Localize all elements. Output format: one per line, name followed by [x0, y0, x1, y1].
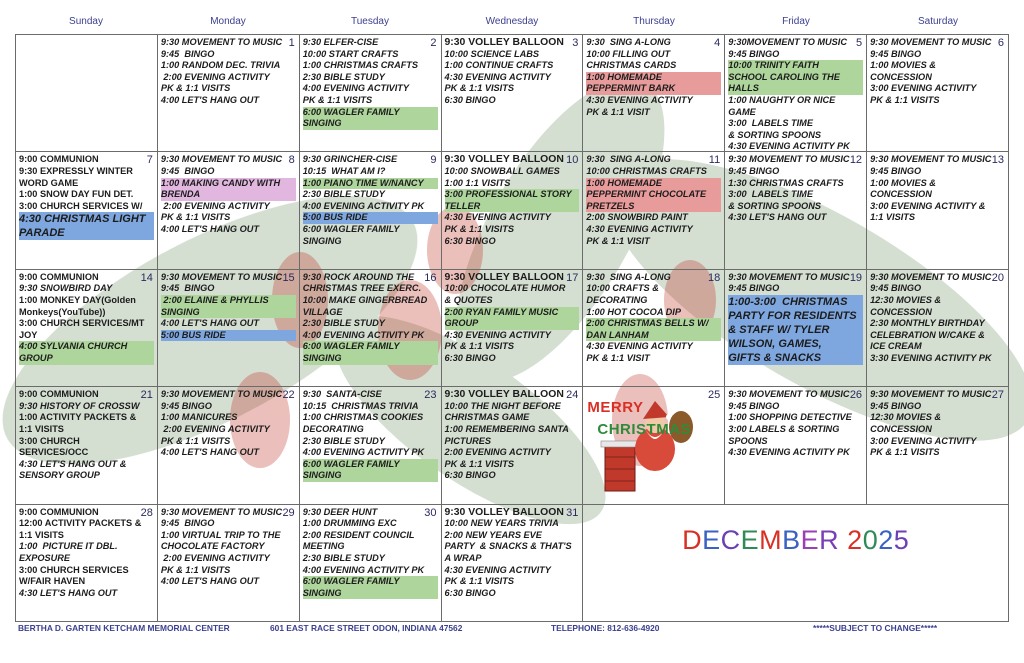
day-number: 12: [849, 154, 863, 167]
day-cell-22: [157, 387, 299, 504]
event-item: 4:30 EVENING ACTIVITY: [444, 71, 551, 82]
event-item: 4:00 EVENING ACTIVITY PK: [302, 447, 425, 458]
event-item: 6:00 WAGLER FAMILY SINGING: [303, 459, 438, 482]
day-number: 15: [282, 271, 295, 284]
event-item: 9:45 BINGO: [160, 283, 215, 294]
day-cell-11: [583, 152, 725, 269]
event-item: 1:00 REMEMBERING SANTA PICTURES: [444, 423, 572, 446]
event-item: 1:00 CHRISTMAS COOKIES DECORATING: [302, 412, 426, 434]
weekday-saturday: Saturday: [917, 16, 959, 27]
weekday-header-row: [15, 14, 1009, 34]
day-number: 29: [282, 506, 295, 519]
event-item: 4:30 EVENING ACTIVITY: [444, 329, 551, 340]
event-item: 2:30 BIBLE STUDY: [302, 189, 385, 200]
event-item: 2:00 EVENING ACTIVITY: [160, 71, 270, 82]
month-title-letter: [839, 525, 847, 555]
event-item: 6:30 BINGO: [444, 235, 496, 246]
day-cell-31: [441, 504, 583, 621]
calendar-week-row: [16, 504, 1009, 621]
event-item: 10:00 START CRAFTS: [302, 48, 399, 59]
footer-phone: TELEPHONE: 812-636-4920: [551, 623, 660, 633]
event-item: 9:30 ELFER-CISE: [302, 37, 379, 47]
weekday-monday: Monday: [210, 16, 246, 27]
event-item: 2:00 CHRISTMAS BELLS W/ DAN LANHAM: [586, 318, 721, 341]
event-item: 1:00 VIRTUAL TRIP TO THE CHOCOLATE FACTORY: [160, 529, 284, 552]
event-item: 2:00 EVENING ACTIVITY: [444, 447, 551, 458]
weekday-sunday: Sunday: [69, 16, 103, 27]
day-cell-2: [299, 35, 441, 152]
event-item: 1:00 SNOW DAY FUN DET.: [19, 189, 134, 200]
day-cell-23: [299, 387, 441, 504]
event-item: PK & 1:1 VISITS: [870, 94, 940, 105]
event-item: PK & 1:1 VISITS: [444, 341, 514, 352]
day-number: 18: [707, 271, 721, 284]
event-item: 9:30 VOLLEY BALLOON: [444, 506, 564, 518]
event-item: 10:00 TRINITY FAITH SCHOOL CAROLING THE HALLS: [728, 60, 863, 95]
event-item: 1:00 MONKEY DAY(Golden Monkeys(YouTube)): [19, 294, 139, 317]
event-item: 2:30 BIBLE STUDY: [302, 435, 385, 446]
month-title-letter: R: [819, 524, 840, 555]
day-number: 17: [566, 271, 579, 284]
day-number: 24: [566, 389, 579, 402]
event-item: & SORTING SPOONS: [728, 200, 821, 211]
event-item: 9:30 SING A-LONG: [586, 37, 671, 47]
day-number: 9: [430, 154, 437, 167]
event-item: 10:15 WHAT AM I?: [302, 165, 386, 176]
weekday-friday: Friday: [782, 16, 810, 27]
event-item: 4:30 EVENING ACTIVITY: [586, 341, 693, 352]
event-item: 10:00 NEW YEARS TRIVIA: [444, 518, 559, 529]
event-item: 1:00 HOMEMADE PEPPERMINT CHOCOLATE PRETZELS: [586, 178, 721, 213]
event-item: 1:00 1:1 VISITS: [444, 177, 511, 188]
event-item: 9:30 MOVEMENT TO MUSIC: [160, 389, 283, 400]
event-item: 9:45 BINGO: [728, 48, 780, 59]
event-item: 4:30 EVENING ACTIVITY: [444, 212, 551, 223]
event-item: 4:30 LET'S HANG OUT: [728, 212, 827, 223]
event-item: 9:30 VOLLEY BALLOON: [444, 271, 564, 283]
event-item: 4:30 LET'S HANG OUT: [19, 587, 118, 598]
event-item: 4:30 EVENING ACTIVITY PK: [728, 447, 850, 458]
month-title-letter: M: [759, 524, 783, 555]
event-item: 2:00 RESIDENT COUNCIL MEETING: [302, 529, 417, 552]
event-item: 9:45 BINGO: [870, 283, 922, 294]
event-item: 10:00 THE NIGHT BEFORE CHRISTMAS GAME: [444, 400, 564, 423]
event-item: 9:30 VOLLEY BALLOON: [444, 37, 564, 48]
day-number: 3: [572, 37, 579, 49]
event-item: 12:30 MOVIES & CONCESSION: [870, 294, 944, 317]
day-cell-9: [299, 152, 441, 269]
event-item: 9:30 MOVEMENT TO MUSIC: [160, 154, 283, 165]
event-item: 1:00 SHOPPING DETECTIVE: [728, 412, 852, 423]
day-cell-7: [16, 152, 158, 269]
event-item: 9:45 BINGO: [160, 518, 215, 529]
event-item: 9:30 SNOWBIRD DAY: [19, 283, 113, 294]
month-title: [583, 525, 1008, 556]
event-item: 2:00 ELAINE & PHYLLIS SINGING: [161, 295, 296, 318]
month-title-letter: E: [800, 524, 820, 555]
event-item: 4:00 LET'S HANG OUT: [160, 94, 259, 105]
event-item: 2:00 EVENING ACTIVITY: [160, 200, 270, 211]
day-cell-26: [725, 387, 867, 504]
christmas-text: CHRISTMAS: [597, 421, 692, 439]
month-title-cell: [583, 504, 1009, 621]
event-item: 1:00 DRUMMING EXC: [302, 518, 397, 529]
event-item: 1:00 CONTINUE CRAFTS: [444, 60, 554, 71]
event-item: 6:00 WAGLER FAMILY SINGING: [303, 107, 438, 130]
month-title-letter: E: [740, 524, 760, 555]
event-item: 4:00 LET'S HANG OUT: [160, 447, 259, 458]
day-cell-28: [16, 504, 158, 621]
day-cell-30: [299, 504, 441, 621]
day-cell-15: [157, 269, 299, 386]
calendar-week-row: [16, 269, 1009, 386]
event-item: 9:45 BINGO: [160, 400, 212, 411]
event-item: 4:30 EVENING ACTIVITY PK: [728, 141, 850, 151]
event-item: 9:30 MOVEMENT TO MUSIC: [728, 389, 850, 400]
event-item: 5:00 BUS RIDE: [161, 330, 296, 342]
event-item: 6:30 BINGO: [444, 470, 496, 481]
event-item: 9:45 BINGO: [870, 400, 922, 411]
event-item: 5:00 BUS RIDE: [303, 212, 438, 224]
day-number: 23: [424, 389, 437, 402]
calendar-week-row: [16, 387, 1009, 504]
event-item: PK & 1:1 VISIT: [586, 235, 650, 246]
event-item: 2:00 EVENING ACTIVITY: [160, 423, 270, 434]
event-item: 4:00 LET'S HANG OUT: [160, 576, 259, 587]
weekday-wednesday: Wednesday: [485, 16, 539, 27]
event-item: 1:00 MOVIES & CONCESSION: [870, 60, 939, 82]
event-item: 6:30 BINGO: [444, 94, 496, 105]
day-cell-14: [16, 269, 158, 386]
month-title-letter: 2: [847, 524, 863, 555]
event-item: 3:00 CHURCH SERVICES/OCC: [19, 435, 89, 458]
event-item: 4:00 EVENING ACTIVITY: [302, 83, 410, 94]
day-cell-21: [16, 387, 158, 504]
event-item: 9:30 MOVEMENT TO MUSIC: [160, 271, 283, 282]
event-item: 9:45 BINGO: [160, 165, 215, 176]
footer: [18, 623, 1008, 637]
day-number: 13: [991, 154, 1004, 167]
weekday-tuesday: Tuesday: [351, 16, 389, 27]
day-number: 31: [566, 506, 579, 519]
event-item: 6:00 WAGLER FAMILY SINGING: [302, 223, 402, 246]
event-item: 6:00 WAGLER FAMILY SINGING: [303, 341, 438, 364]
event-item: 4:00 LET'S HANG OUT: [160, 318, 259, 329]
day-cell-24: [441, 387, 583, 504]
event-item: 9:30 MOVEMENT TO MUSIC: [870, 154, 992, 165]
month-title-letter: 0: [862, 524, 879, 555]
day-cell-8: [157, 152, 299, 269]
day-number: 1: [288, 37, 295, 49]
day-cell-16: [299, 269, 441, 386]
event-item: 9:30 SANTA-CISE: [302, 389, 382, 400]
event-item: 4:30 CHRISTMAS LIGHT PARADE: [19, 212, 154, 240]
event-item: 2:00 RYAN FAMILY MUSIC GROUP: [445, 307, 580, 330]
event-item: 6:30 BINGO: [444, 352, 496, 363]
day-cell-13: [867, 152, 1009, 269]
day-number: 28: [140, 506, 153, 519]
event-item: PK & 1:1 VISITS: [160, 435, 231, 446]
event-item: 2:30 BIBLE STUDY: [302, 552, 385, 563]
month-title-letter: B: [782, 524, 801, 555]
event-item: 9:30 ROCK AROUND THE CHRISTMAS TREE EXERC.: [302, 271, 422, 294]
event-item: 9:30 MOVEMENT TO MUSIC: [728, 271, 850, 282]
event-item: PK & 1:1 VISITS: [160, 564, 231, 575]
event-item: 4:30 LET'S HANG OUT & SENSORY GROUP: [19, 458, 129, 481]
event-item: 9:30 SING A-LONG: [586, 154, 671, 165]
event-item: 9:30 HISTORY OF CROSSW: [19, 400, 140, 411]
event-item: 9:30 VOLLEY BALLOON: [444, 389, 564, 401]
calendar-grid: [15, 34, 1009, 622]
event-item: 2:00 SNOWBIRD PAINT: [586, 212, 688, 223]
day-number: 6: [997, 37, 1004, 49]
empty-day-cell: [16, 35, 158, 152]
day-number: 10: [566, 154, 579, 167]
day-cell-12: [725, 152, 867, 269]
day-cell-27: [867, 387, 1009, 504]
event-item: 9:30 MOVEMENT TO MUSIC: [728, 154, 850, 165]
event-item: PK & 1:1 VISITS: [444, 576, 514, 587]
event-item: PK & 1:1 VISITS: [444, 83, 514, 94]
event-item: 6:00 WAGLER FAMILY SINGING: [303, 576, 438, 599]
event-item: 3:00 CHURCH SERVICES W/FAIR HAVEN: [19, 564, 132, 587]
footer-address: 601 EAST RACE STREET ODON, INDIANA 47562: [270, 623, 463, 633]
event-item: 9:30 SING A-LONG: [586, 271, 671, 282]
event-item: 1:00 NAUGHTY OR NICE GAME: [728, 94, 838, 117]
event-item: 9:00 COMMUNION: [19, 506, 99, 517]
event-item: PK & 1:1 VISIT: [586, 352, 650, 363]
event-item: 9:45 BINGO: [728, 283, 780, 294]
event-item: PK & 1:1 VISITS: [302, 94, 373, 105]
event-item: 3:00 LABELS TIME: [728, 189, 813, 200]
event-item: 1:00 ACTIVITY PACKETS & 1:1 VISITS: [19, 412, 139, 434]
event-item: 2:30 MONTHLY BIRTHDAY CELEBRATION W/CAKE & ICE CREAM: [870, 318, 988, 352]
day-number: 19: [849, 271, 863, 284]
event-item: 9:30 DEER HUNT: [302, 506, 378, 517]
calendar-week-row: [16, 35, 1009, 152]
day-number: 11: [708, 154, 721, 167]
event-item: PK & 1:1 VISITS: [444, 223, 514, 234]
day-number: 22: [282, 389, 295, 402]
weekday-thursday: Thursday: [633, 16, 675, 27]
event-item: 4:30 EVENING ACTIVITY: [586, 94, 693, 105]
footer-center-name: BERTHA D. GARTEN KETCHAM MEMORIAL CENTER: [18, 623, 230, 633]
day-cell-25: [583, 387, 725, 504]
day-number: 20: [991, 271, 1004, 284]
event-item: 2:30 BIBLE STUDY: [302, 318, 385, 329]
event-item: 4:00 LET'S HANG OUT: [160, 223, 259, 234]
event-item: 6:30 BINGO: [444, 587, 496, 598]
day-number: 25: [707, 389, 721, 402]
event-item: 2:00 NEW YEARS EVE PARTY & SNACKS & THAT'S A WRAP: [444, 529, 574, 563]
event-item: 1:00 PICTURE IT DBL. EXPOSURE: [19, 541, 121, 563]
day-number: 2: [430, 37, 437, 49]
event-item: 1:00-3:00 CHRISTMAS PARTY FOR RESIDENTS & STAFF W/ TYLER WILSON, GAMES, GIFTS & SNACKS: [728, 295, 863, 365]
event-item: 9:30 EXPRESSLY WINTER WORD GAME: [19, 165, 136, 188]
event-item: 9:00 COMMUNION: [19, 271, 99, 282]
day-cell-3: [441, 35, 583, 152]
event-item: PK & 1:1 VISITS: [444, 458, 514, 469]
event-item: 1:00 CHRISTMAS CRAFTS: [302, 60, 419, 71]
day-number: 7: [146, 154, 153, 167]
event-item: 3:00 EVENING ACTIVITY: [870, 83, 977, 94]
event-item: PK & 1:1 VISIT: [586, 106, 650, 117]
day-cell-20: [867, 269, 1009, 386]
day-number: 4: [714, 37, 721, 49]
event-item: 2:30 BIBLE STUDY: [302, 71, 385, 82]
day-cell-6: [867, 35, 1009, 152]
month-title-letter: C: [720, 524, 741, 555]
event-item: PK & 1:1 VISITS: [870, 447, 940, 458]
event-item: 9:45 BINGO: [870, 165, 922, 176]
event-item: 1:00 RANDOM DEC. TRIVIA: [160, 60, 281, 71]
calendar-week-row: [16, 152, 1009, 269]
event-item: 1:00 MOVIES & CONCESSION: [870, 177, 939, 200]
event-item: 9:45 BINGO: [728, 165, 780, 176]
month-title-letter: D: [682, 524, 703, 555]
event-item: 1:30 CHRISTMAS CRAFTS: [728, 177, 844, 188]
day-number: 21: [140, 389, 153, 402]
month-title-letter: 2: [878, 524, 894, 555]
event-item: 10:00 CHOCOLATE HUMOR & QUOTES: [444, 283, 568, 305]
day-number: 16: [424, 271, 437, 284]
event-item: 3:00 EVENING ACTIVITY & 1:1 VISITS: [870, 200, 989, 223]
event-item: 10:00 SCIENCE LABS: [444, 48, 539, 59]
event-item: 4:00 SYLVANIA CHURCH GROUP: [19, 341, 154, 364]
event-item: 10:00 FILLING OUT CHRISTMAS CARDS: [586, 48, 677, 71]
event-item: 1:00 HOT COCOA DIP: [586, 306, 681, 317]
event-item: 10:00 CHRISTMAS CRAFTS: [586, 165, 707, 176]
event-item: 3:30 EVENING ACTIVITY PK: [870, 352, 992, 363]
event-item: & SORTING SPOONS: [728, 129, 821, 140]
day-number: 5: [855, 37, 863, 49]
footer-notice: *****SUBJECT TO CHANGE*****: [813, 623, 938, 633]
event-item: 9:45 BINGO: [160, 48, 215, 59]
event-item: 1:00 HOMEMADE PEPPERMINT BARK: [586, 72, 721, 95]
event-item: 3:00 PROFESSIONAL STORY TELLER: [445, 189, 580, 212]
event-item: 9:30MOVEMENT TO MUSIC: [728, 37, 847, 47]
event-item: 9:00 COMMUNION: [19, 389, 99, 400]
day-cell-1: [157, 35, 299, 152]
event-item: 4:00 EVENING ACTIVITY PK: [302, 200, 425, 211]
event-item: 9:30 MOVEMENT TO MUSIC: [160, 37, 283, 47]
event-item: 4:30 EVENING ACTIVITY: [586, 223, 693, 234]
event-item: 1:00 MANICURES: [160, 412, 238, 423]
event-item: 1:00 PIANO TIME W/NANCY: [303, 178, 438, 190]
event-item: 3:00 EVENING ACTIVITY: [870, 435, 977, 446]
day-cell-4: [583, 35, 725, 152]
month-title-letter: 5: [893, 524, 910, 555]
event-item: 4:00 EVENING ACTIVITY PK: [302, 329, 425, 340]
event-item: 4:30 EVENING ACTIVITY: [444, 564, 551, 575]
event-item: 9:30 MOVEMENT TO MUSIC: [160, 506, 283, 517]
event-item: 4:00 EVENING ACTIVITY PK: [302, 564, 425, 575]
day-number: 8: [288, 154, 295, 167]
event-item: 3:00 LABELS & SORTING SPOONS: [728, 423, 842, 446]
event-item: PK & 1:1 VISITS: [160, 83, 231, 94]
event-item: 3:00 CHURCH SERVICES W/: [19, 200, 143, 211]
day-cell-10: [441, 152, 583, 269]
event-item: 10:00 MAKE GINGERBREAD VILLAGE: [302, 294, 430, 317]
event-item: 9:30 MOVEMENT TO MUSIC: [870, 389, 992, 400]
event-item: 3:00 CHURCH SERVICES/MT JOY: [19, 318, 147, 340]
day-number: 26: [849, 389, 863, 402]
event-item: 9:30 GRINCHER-CISE: [302, 154, 398, 165]
event-item: 2:00 EVENING ACTIVITY: [160, 552, 270, 563]
event-item: 9:30 VOLLEY BALLOON: [444, 154, 564, 166]
month-title-letter: E: [702, 524, 721, 555]
day-cell-19: [725, 269, 867, 386]
day-cell-5: [725, 35, 867, 152]
event-item: 9:00 COMMUNION: [19, 154, 99, 165]
day-number: 30: [424, 506, 437, 519]
day-cell-29: [157, 504, 299, 621]
event-item: 10:15 CHRISTMAS TRIVIA: [302, 400, 419, 411]
day-number: 27: [991, 389, 1004, 402]
day-number: 14: [140, 271, 153, 284]
event-item: 3:00 LABELS TIME: [728, 118, 813, 129]
merry-text: MERRY: [587, 399, 644, 417]
event-item: 1:00 MAKING CANDY WITH BRENDA: [161, 178, 296, 201]
event-item: 12:00 ACTIVITY PACKETS & 1:1 VISITS: [19, 518, 144, 540]
event-item: 12:30 MOVIES & CONCESSION: [870, 412, 944, 434]
day-cell-17: [441, 269, 583, 386]
event-item: 9:45 BINGO: [870, 48, 922, 59]
event-item: 10:00 SNOWBALL GAMES: [444, 165, 560, 176]
event-item: PK & 1:1 VISITS: [160, 212, 231, 223]
event-item: 9:30 MOVEMENT TO MUSIC: [870, 37, 992, 47]
day-cell-18: [583, 269, 725, 386]
event-item: 9:30 MOVEMENT TO MUSIC: [870, 271, 992, 282]
event-item: 10:00 CRAFTS & DECORATING: [586, 283, 662, 305]
event-item: 9:45 BINGO: [728, 400, 780, 411]
